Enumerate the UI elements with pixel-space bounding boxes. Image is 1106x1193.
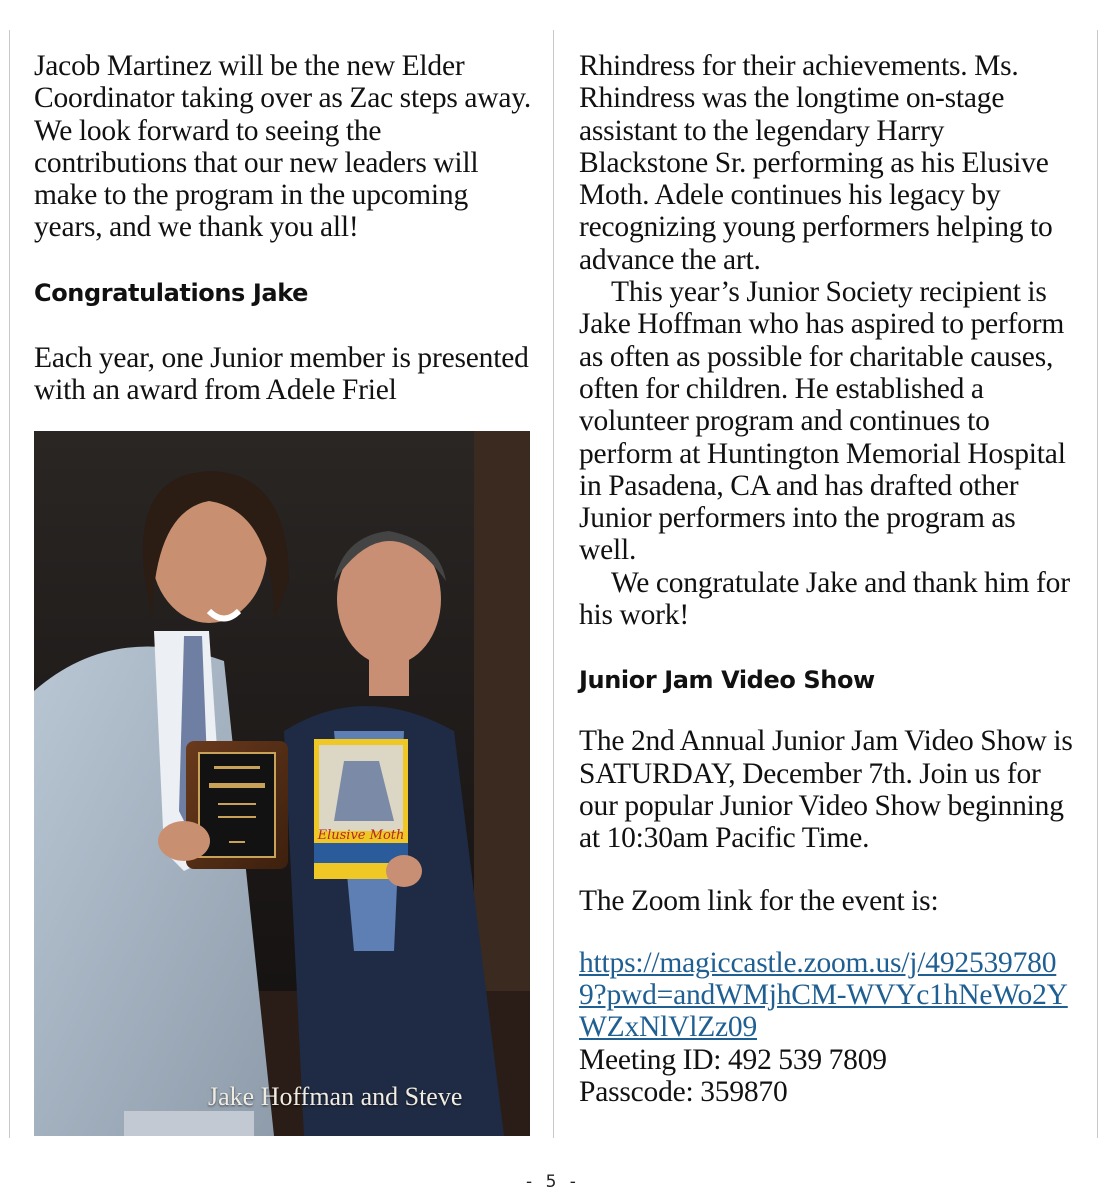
award-intro-paragraph: Each year, one Junior member is presented with an award from Adele Friel bbox=[34, 341, 529, 407]
award-photo-illustration bbox=[34, 431, 530, 1136]
intro-paragraph: Jacob Martinez will be the new Elder Coordinator taking over as Zac steps away. We look forward to seeing the contributions that our new leaders will make to the program in the upcoming years, and we thank you all! bbox=[34, 50, 532, 244]
column-rule-right bbox=[1097, 30, 1098, 1138]
show-paragraph: The 2nd Annual Junior Jam Video Show is SATURDAY, December 7th. Join us for our popular Junior Video Show beginning at 10:30am Pacific Time. bbox=[579, 725, 1073, 855]
zoom-link[interactable]: https://magiccastle.zoom.us/j/4925397809?pwd=andWMjhCM-WVYc1hNeWo2YWZxNlVlZz09 bbox=[579, 946, 1068, 1044]
column-rule-left bbox=[9, 30, 10, 1138]
zoom-intro: The Zoom link for the event is: bbox=[579, 884, 939, 917]
meeting-id: Meeting ID: 492 539 7809 bbox=[579, 1043, 887, 1076]
book-title: Elusive Moth bbox=[317, 828, 405, 843]
left-column bbox=[34, 50, 532, 406]
passcode: Passcode: 359870 bbox=[579, 1076, 788, 1109]
junior-jam-heading: Junior Jam Video Show bbox=[579, 666, 875, 695]
column-rule-center bbox=[553, 30, 554, 1138]
thanks-paragraph: We congratulate Jake and thank him for his work! bbox=[579, 566, 1070, 632]
page-number: - 5 - bbox=[526, 1172, 580, 1192]
award-photo bbox=[34, 431, 530, 1136]
right-column bbox=[579, 50, 1079, 1108]
rhindress-paragraph: Rhindress for their achievements. Ms. Rhindress was the longtime on-stage assistant to the legendary Harry Blackstone Sr. performing as his Elusive Moth. Adele continues his legacy by recognizing young performers helping to advance the art. bbox=[579, 50, 1053, 276]
photo-caption: Jake Hoffman and Steve bbox=[208, 1082, 463, 1111]
recipient-paragraph: This year’s Junior Society recipient is Jake Hoffman who has aspired to perform as often as possible for charitable causes, often for children. He established a volunteer program and continues to perform at Huntington Memorial Hospital in Pasadena, CA and has drafted other Junior performers into the program as well. bbox=[579, 276, 1066, 567]
congratulations-heading: Congratulations Jake bbox=[34, 278, 309, 307]
